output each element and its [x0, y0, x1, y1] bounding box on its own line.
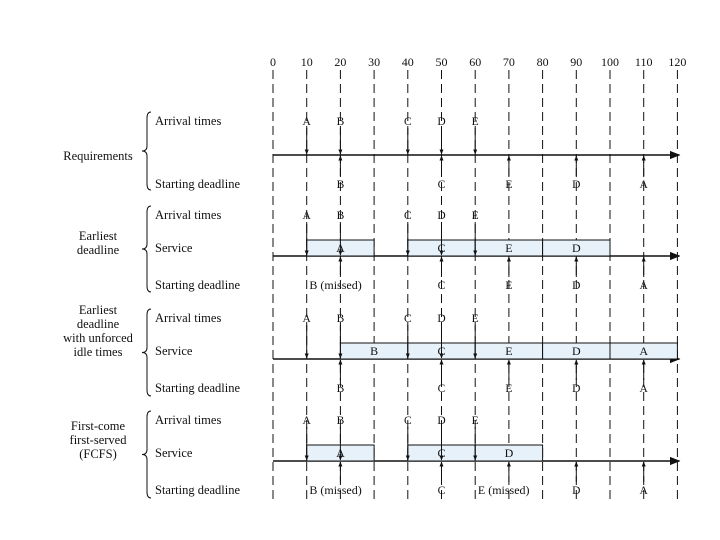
arrival-label: C	[403, 116, 412, 128]
deadline-label: E	[505, 280, 513, 292]
tick-label: 20	[334, 55, 347, 69]
arrival-label: E	[471, 415, 479, 427]
section-brace	[142, 112, 151, 190]
row-label-service: Service	[155, 241, 193, 255]
tick-label: 120	[668, 55, 687, 69]
section-label: deadline	[76, 243, 120, 257]
section	[63, 303, 679, 396]
deadline-label: A	[639, 485, 648, 497]
section-label: Earliest	[78, 229, 118, 243]
row-label-deadline: Starting deadline	[155, 177, 241, 191]
arrival-label: A	[302, 415, 311, 427]
deadline-label: D	[572, 383, 581, 395]
deadline-label: C	[437, 280, 446, 292]
service-block-label: C	[437, 344, 446, 358]
row-label-arrival: Arrival times	[155, 208, 222, 222]
missed-deadline-note: B (missed)	[309, 278, 362, 292]
section-label: deadline	[76, 317, 120, 331]
arrival-label: E	[471, 116, 479, 128]
arrival-label: D	[437, 313, 446, 325]
arrival-label: E	[471, 210, 479, 222]
row-label-arrival: Arrival times	[155, 413, 222, 427]
section-brace	[142, 309, 151, 396]
service-block-label: D	[504, 446, 514, 460]
section	[77, 206, 680, 292]
arrival-label: B	[336, 210, 345, 222]
section-label: (FCFS)	[79, 447, 117, 461]
section	[63, 112, 679, 191]
row-label-deadline: Starting deadline	[155, 278, 241, 292]
section-label: first-served	[69, 433, 127, 447]
deadline-label: E	[505, 179, 513, 191]
missed-deadline-note: E (missed)	[477, 483, 530, 497]
arrival-label: E	[471, 313, 479, 325]
missed-deadline-note: B (missed)	[309, 483, 362, 497]
arrival-label: D	[437, 415, 446, 427]
time-axis-ticks	[270, 55, 686, 69]
tick-label: 110	[634, 55, 653, 69]
row-label-service: Service	[155, 344, 193, 358]
section-brace	[142, 206, 151, 292]
service-block-label: D	[571, 241, 581, 255]
tick-label: 10	[300, 55, 313, 69]
tick-label: 80	[536, 55, 549, 69]
section-label: Requirements	[63, 149, 133, 163]
arrival-label: C	[403, 313, 412, 325]
service-block-label: C	[437, 446, 446, 460]
schedule-sections	[63, 112, 679, 498]
service-block-label: D	[571, 344, 581, 358]
service-block-label: E	[505, 344, 513, 358]
deadline-label: C	[437, 383, 446, 395]
arrival-label: D	[437, 210, 446, 222]
row-label-arrival: Arrival times	[155, 114, 222, 128]
row-label-deadline: Starting deadline	[155, 483, 241, 497]
tick-label: 50	[435, 55, 448, 69]
section-label: First-come	[70, 419, 126, 433]
row-label-service: Service	[155, 446, 193, 460]
deadline-label: D	[572, 179, 581, 191]
arrival-label: B	[336, 415, 345, 427]
tick-label: 90	[570, 55, 583, 69]
tick-label: 30	[368, 55, 381, 69]
service-block-label: C	[437, 241, 446, 255]
tick-label: 100	[601, 55, 619, 69]
deadline-label: A	[639, 383, 648, 395]
section-label: Earliest	[78, 303, 118, 317]
arrival-label: D	[437, 116, 446, 128]
arrival-label: A	[302, 210, 311, 222]
section-label: with unforced	[63, 331, 133, 345]
deadline-label: B	[336, 383, 345, 395]
tick-label: 0	[270, 55, 276, 69]
service-block-label: A	[336, 446, 345, 460]
tick-label: 70	[502, 55, 515, 69]
deadline-label: D	[572, 485, 581, 497]
deadline-label: B	[336, 179, 345, 191]
arrival-label: C	[403, 415, 412, 427]
arrival-label: A	[302, 116, 311, 128]
service-block-label: E	[505, 241, 513, 255]
deadline-label: C	[437, 485, 446, 497]
service-block-label: A	[336, 241, 345, 255]
tick-label: 60	[469, 55, 482, 69]
deadline-label: E	[505, 383, 513, 395]
arrival-label: C	[403, 210, 412, 222]
arrival-label: B	[336, 313, 345, 325]
deadline-label: D	[572, 280, 581, 292]
row-label-deadline: Starting deadline	[155, 381, 241, 395]
tick-label: 40	[401, 55, 414, 69]
service-block-label: A	[639, 344, 649, 358]
arrival-label: A	[302, 313, 311, 325]
section-brace	[142, 411, 151, 498]
deadline-label: A	[639, 179, 648, 191]
service-block-label: B	[370, 344, 379, 358]
arrival-label: B	[336, 116, 345, 128]
deadline-label: A	[639, 280, 648, 292]
section-label: idle times	[73, 345, 123, 359]
row-label-arrival: Arrival times	[155, 311, 222, 325]
deadline-label: C	[437, 179, 446, 191]
